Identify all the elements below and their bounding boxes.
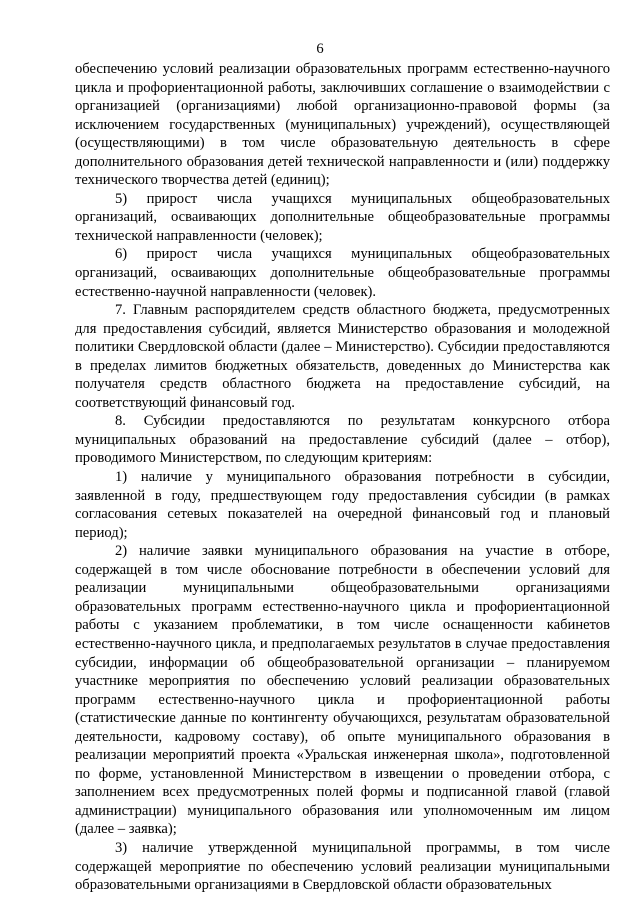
paragraph-criterion-2: 2) наличие заявки муниципального образования на участие в отборе, содержащей в том числе обоснование потребности в обеспечении условий для реализации муниципальными общеобразовательными организациями образовательных программ естественно-научного цикла и профориентационной работы с указанием проблематики, в том числе оснащенности кабинетов естественно-научного цикла, и предполагаемых результатов в случае предоставления субсидии, информации об общеобразовательной организации – планируемом участнике мероприятия по обеспечению условий реализации образовательных программ естественно-научного цикла и профориентационной работы (статистические данные по контингенту обучающихся, результатам образовательной деятельности, кадровому составу), об опыте муниципального образования в реализации мероприятий проекта «Уральская инженерная школа», подготовленной по форме, установленной Министерством в извещении о проведении отбора, с заполнением всех предусмотренных полей формы и подписанной главой (главой администрации) муниципального образования или уполномоченным им лицом (далее – заявка); [75,543,610,838]
paragraph-continuation: обеспечению условий реализации образовательных программ естественно-научного цикла и профориентационной работы, заключивших соглашение о взаимодействии с организацией (организациями) любой организационно-правовой формы (за исключением государственных (муниципальных) учреждений), осуществляющей (осуществляющими) в том числе образовательную деятельность в сфере дополнительного образования детей технической направленности и (или) поддержку технического творчества детей (единиц); [75,61,610,189]
paragraph-item-5: 5) прирост числа учащихся муниципальных общеобразовательных организаций, осваивающих дополнительные общеобразовательные программы технической направленности (человек); [75,190,610,244]
paragraph-clause-8: 8. Субсидии предоставляются по результатам конкурсного отбора муниципальных образований на предоставление субсидий (далее – отбор), проводимого Министерством, по следующим критериям: [75,413,610,467]
paragraph-item-6: 6) прирост числа учащихся муниципальных общеобразовательных организаций, осваивающих дополнительные общеобразовательные программы естественно-научной направленности (человек). [75,246,610,300]
paragraph-criterion-3: 3) наличие утвержденной муниципальной программы, в том числе содержащей мероприятие по обеспечению условий реализации муниципальными образовательными организациями в Свердловской области образовательных [75,839,610,894]
paragraph-clause-7: 7. Главным распорядителем средств областного бюджета, предусмотренных для предоставления субсидий, является Министерство образования и молодежной политики Свердловской области (далее – Министерство). Субсидии предоставляются в пределах лимитов бюджетных обязательств, доведенных до Министерства как получателя средств областного бюджета на предоставление субсидий, на соответствующий финансовый год. [75,302,610,411]
paragraph-criterion-1: 1) наличие у муниципального образования потребности в субсидии, заявленной в году, предшествующем году предоставления субсидии (в рамках согласования сетевых показателей на очередной финансовый год и плановый период); [75,469,610,541]
page-number: 6 [316,41,324,57]
document-body [75,60,610,895]
